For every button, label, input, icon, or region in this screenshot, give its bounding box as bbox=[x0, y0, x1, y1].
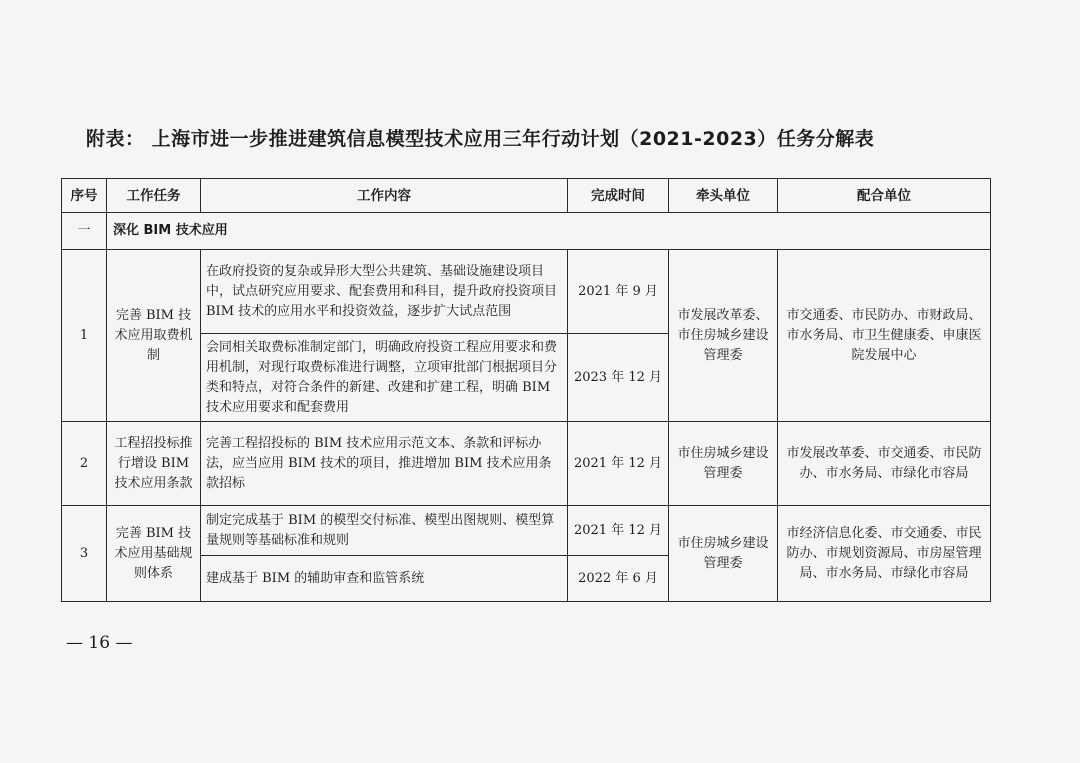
table-row bbox=[62, 250, 991, 334]
row-number: 2 bbox=[62, 422, 107, 506]
section-number: 一 bbox=[62, 213, 107, 250]
table-row bbox=[62, 422, 991, 506]
row-time: 2023 年 12 月 bbox=[568, 334, 669, 422]
row-time: 2021 年 12 月 bbox=[568, 506, 669, 556]
row-task: 完善 BIM 技术应用取费机制 bbox=[107, 250, 201, 422]
row-time: 2022 年 6 月 bbox=[568, 556, 669, 602]
row-content: 会同相关取费标准制定部门，明确政府投资工程应用要求和费用机制，对现行取费标准进行调整，立项审批部门根据项目分类和特点，对符合条件的新建、改建和扩建工程，明确 BIM 技术应用要求和配套费用 bbox=[201, 334, 568, 422]
table-row bbox=[62, 506, 991, 556]
row-time: 2021 年 9 月 bbox=[568, 250, 669, 334]
section-row bbox=[62, 213, 991, 250]
section-title: 深化 BIM 技术应用 bbox=[107, 213, 991, 250]
row-lead: 市发展改革委、市住房城乡建设管理委 bbox=[669, 250, 778, 422]
row-number: 1 bbox=[62, 250, 107, 422]
row-content: 在政府投资的复杂或异形大型公共建筑、基础设施建设项目中，试点研究应用要求、配套费用和科目，提升政府投资项目 BIM 技术的应用水平和投资效益，逐步扩大试点范围 bbox=[201, 250, 568, 334]
row-number: 3 bbox=[62, 506, 107, 602]
page-number: — 16 — bbox=[66, 633, 133, 653]
row-lead: 市住房城乡建设管理委 bbox=[669, 506, 778, 602]
row-task: 完善 BIM 技术应用基础规则体系 bbox=[107, 506, 201, 602]
page-title: 附表： 上海市进一步推进建筑信息模型技术应用三年行动计划（2021-2023）任务分解表 bbox=[86, 128, 875, 150]
row-time: 2021 年 12 月 bbox=[568, 422, 669, 506]
header-lead: 牵头单位 bbox=[669, 179, 778, 213]
row-content: 完善工程招投标的 BIM 技术应用示范文本、条款和评标办法，应当应用 BIM 技术的项目，推进增加 BIM 技术应用条款招标 bbox=[201, 422, 568, 506]
header-content: 工作内容 bbox=[201, 179, 568, 213]
row-content: 建成基于 BIM 的辅助审查和监管系统 bbox=[201, 556, 568, 602]
task-table bbox=[61, 178, 991, 602]
table-header-row bbox=[62, 179, 991, 213]
row-lead: 市住房城乡建设管理委 bbox=[669, 422, 778, 506]
header-time: 完成时间 bbox=[568, 179, 669, 213]
row-task: 工程招投标推行增设 BIM 技术应用条款 bbox=[107, 422, 201, 506]
header-task: 工作任务 bbox=[107, 179, 201, 213]
row-support: 市发展改革委、市交通委、市民防办、市水务局、市绿化市容局 bbox=[778, 422, 991, 506]
row-support: 市经济信息化委、市交通委、市民防办、市规划资源局、市房屋管理局、市水务局、市绿化市容局 bbox=[778, 506, 991, 602]
row-support: 市交通委、市民防办、市财政局、市水务局、市卫生健康委、申康医院发展中心 bbox=[778, 250, 991, 422]
row-content: 制定完成基于 BIM 的模型交付标准、模型出图规则、模型算量规则等基础标准和规则 bbox=[201, 506, 568, 556]
header-support: 配合单位 bbox=[778, 179, 991, 213]
header-number: 序号 bbox=[62, 179, 107, 213]
